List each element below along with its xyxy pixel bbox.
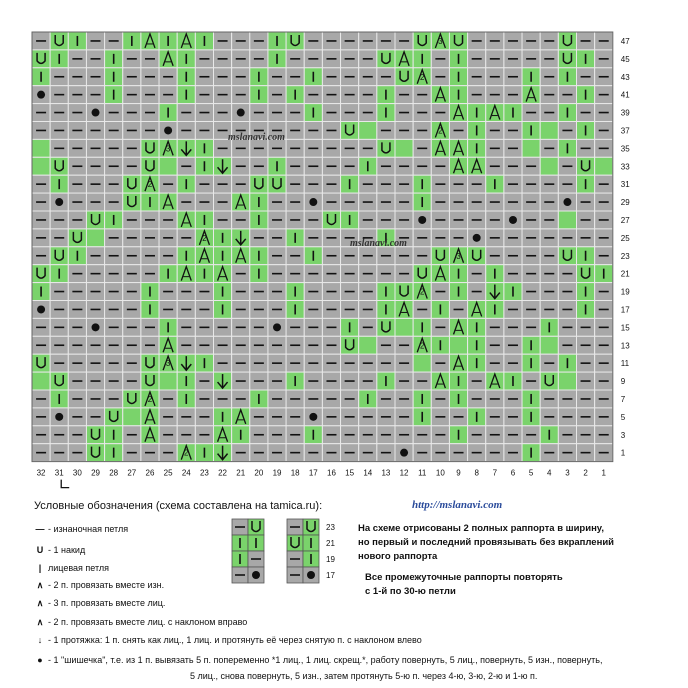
decrease-count: 3 [165, 144, 171, 154]
chart-cell [395, 318, 413, 336]
chart-cell [468, 247, 486, 265]
chart-cell [141, 139, 159, 157]
mini-row-label: 17 [326, 571, 335, 580]
chart-cell [68, 229, 86, 247]
row-label: 23 [620, 251, 630, 261]
bobble-mark [418, 216, 426, 224]
row-label: 47 [620, 36, 630, 46]
site-url[interactable]: http://mslanavi.com [412, 499, 503, 511]
chart-cell [449, 32, 467, 50]
bobble-mark [309, 198, 317, 206]
column-label: 24 [181, 468, 191, 478]
chart-cell [86, 229, 104, 247]
chart-cell [141, 157, 159, 175]
column-label: 8 [474, 468, 479, 478]
row-label: 29 [620, 198, 630, 208]
decrease-count: 3 [456, 251, 461, 261]
note-line-5: с 1-й по 30-ю петли [365, 586, 456, 597]
chart-cell [123, 408, 141, 426]
chart-cell [32, 265, 50, 283]
bobble-mark [237, 109, 245, 117]
column-label: 7 [492, 468, 498, 478]
row-label: 5 [620, 412, 626, 422]
chart-cell [341, 122, 359, 140]
chart-cell [377, 50, 395, 68]
watermark: mslanavi.com [350, 238, 407, 249]
row-label: 3 [620, 430, 626, 440]
decrease-count: 3 [165, 359, 171, 369]
chart-cell [250, 175, 268, 193]
column-label: 14 [363, 468, 373, 478]
column-label: 27 [127, 468, 137, 478]
chart-cell [159, 157, 177, 175]
mini-row-label: 19 [326, 555, 335, 564]
legend-symbol: U [36, 545, 44, 555]
decrease-count: 2 [147, 180, 153, 190]
legend-symbol: ∧ [36, 580, 44, 590]
column-label: 3 [565, 468, 570, 478]
start-marker [61, 480, 69, 488]
chart-cell [50, 157, 68, 175]
mini-row-label: 23 [326, 523, 335, 532]
legend-text: - 1 накид [48, 545, 86, 555]
legend-text: - 2 п. провязать вместе лиц. с наклоном вправо [48, 617, 248, 627]
chart-cell [86, 211, 104, 229]
legend-symbol: ↓ [37, 635, 43, 645]
bobble-mark [55, 413, 63, 421]
chart-cell [159, 372, 177, 390]
chart-cell [123, 175, 141, 193]
column-label: 15 [345, 468, 355, 478]
bobble-mark [400, 449, 408, 457]
chart-cell [540, 372, 558, 390]
bobble-mark [37, 91, 45, 99]
legend-symbol: ∧ [36, 617, 44, 627]
column-label: 6 [510, 468, 516, 478]
column-label: 22 [218, 468, 228, 478]
bobble-mark [473, 234, 481, 242]
legend-symbol: ● [37, 655, 43, 665]
chart-cell [395, 139, 413, 157]
row-label: 13 [620, 341, 630, 351]
legend-text: лицевая петля [48, 563, 110, 573]
note-line-2: но первый и последний провязывать без вкраплений [358, 537, 615, 548]
legend-text: - 1 протяжка: 1 п. снять как лиц., 1 лиц. и протянуть её через снятую п. с наклоном влево [48, 635, 422, 645]
legend-symbol: ∧ [36, 598, 44, 608]
chart-cell [577, 157, 595, 175]
chart-cell [105, 408, 123, 426]
row-label: 7 [620, 394, 626, 404]
column-label: 25 [163, 468, 173, 478]
bobble-mark [563, 198, 571, 206]
column-label: 18 [290, 468, 300, 478]
chart-cell [413, 32, 431, 50]
legend-item [32, 617, 247, 628]
mini-cell [287, 535, 303, 551]
row-label: 43 [620, 72, 630, 82]
legend-text: - изнаночная петля [48, 524, 129, 534]
legend-text: 5 лиц., снова повернуть, 5 изн., затем протянуть 5-ю п. через 4-ю, 3-ю, 2-ю и 1-ю п. [190, 671, 538, 681]
column-label: 11 [418, 468, 427, 478]
column-label: 28 [109, 468, 119, 478]
column-label: 4 [547, 468, 552, 478]
decrease-count: 2 [419, 72, 425, 82]
column-label: 16 [327, 468, 336, 478]
chart-cell [359, 122, 377, 140]
note-line-4: Все промежуточные раппорты повторять [365, 572, 563, 583]
column-label: 9 [456, 468, 461, 478]
row-label: 17 [620, 305, 630, 315]
legend-title: Условные обозначения (схема составлена на tamica.ru): [34, 500, 323, 512]
column-label: 23 [199, 468, 209, 478]
chart-cell [32, 50, 50, 68]
chart-cell [141, 354, 159, 372]
legend-symbol: — [35, 524, 45, 534]
bobble-mark [509, 216, 517, 224]
row-label: 9 [620, 377, 626, 387]
legend-item [32, 635, 422, 645]
chart-cell [32, 372, 50, 390]
row-label: 39 [620, 108, 630, 118]
decrease-count: 3 [438, 36, 443, 46]
chart-cell [32, 354, 50, 372]
chart-cell [449, 336, 467, 354]
column-label: 31 [54, 468, 64, 478]
chart-cell [322, 211, 340, 229]
chart-cell [540, 336, 558, 354]
column-label: 2 [583, 468, 588, 478]
column-label: 1 [601, 468, 606, 478]
column-label: 19 [272, 468, 282, 478]
row-label: 1 [620, 448, 626, 458]
watermark: mslanavi.com [228, 132, 285, 143]
bobble-mark [252, 571, 260, 579]
chart-cell [395, 283, 413, 301]
chart-cell [377, 318, 395, 336]
chart-cell [540, 157, 558, 175]
chart-cell [558, 32, 576, 50]
chart-cell [141, 372, 159, 390]
row-label: 11 [620, 359, 630, 369]
decrease-count: 2 [419, 287, 425, 297]
column-label: 17 [308, 468, 318, 478]
legend-symbol: | [38, 563, 42, 573]
legend-item [32, 655, 602, 665]
row-label: 45 [620, 54, 630, 64]
bobble-mark [55, 198, 63, 206]
chart-cell [86, 444, 104, 462]
legend-text: - 2 п. провязать вместе изн. [48, 580, 165, 590]
column-label: 5 [528, 468, 534, 478]
column-label: 21 [236, 468, 246, 478]
column-label: 26 [145, 468, 155, 478]
row-label: 25 [620, 233, 630, 243]
legend-text: - 1 "шишечка", т.е. из 1 п. вывязать 5 п. попеременно *1 лиц., 1 лиц. скрещ.*, работу повернуть, 5 лиц., повернуть, 5 изн., повернуть, [48, 655, 603, 665]
chart-cell [558, 372, 576, 390]
legend-item [32, 524, 128, 534]
decrease-count: 2 [202, 233, 207, 243]
chart-cell [377, 139, 395, 157]
row-label: 37 [620, 126, 630, 136]
legend-text: - 3 п. провязать вместе лиц. [48, 598, 166, 608]
column-label: 12 [399, 468, 409, 478]
column-label: 30 [72, 468, 82, 478]
chart-cell [86, 426, 104, 444]
chart-cell [395, 68, 413, 86]
legend-item [32, 598, 165, 609]
chart-cell [286, 32, 304, 50]
mini-row-label: 21 [326, 539, 335, 548]
decrease-count: 2 [184, 448, 189, 458]
chart-cell [32, 139, 50, 157]
chart-cell [123, 390, 141, 408]
row-label: 33 [620, 162, 630, 172]
legend-item [32, 580, 164, 591]
chart-cell [50, 372, 68, 390]
decrease-count: 2 [438, 126, 443, 136]
chart-cell [558, 211, 576, 229]
chart-cell [558, 247, 576, 265]
chart-cell [359, 336, 377, 354]
mini-cell [248, 519, 264, 535]
chart-cell [413, 265, 431, 283]
bobble-mark [273, 323, 281, 331]
chart-cell [431, 247, 449, 265]
bobble-mark [37, 305, 45, 313]
bobble-mark [307, 571, 315, 579]
column-label: 29 [91, 468, 100, 478]
chart-cell [32, 157, 50, 175]
row-label: 19 [620, 287, 630, 297]
chart-cell [341, 336, 359, 354]
column-label: 20 [254, 468, 264, 478]
row-label: 15 [620, 323, 630, 333]
row-label: 41 [620, 90, 630, 100]
bobble-mark [164, 126, 172, 134]
decrease-count: 2 [147, 394, 153, 404]
column-label: 32 [36, 468, 46, 478]
chart-cell [50, 247, 68, 265]
chart-cell [522, 139, 540, 157]
legend-item [32, 545, 85, 555]
mini-cell [303, 519, 319, 535]
note-line-1: На схеме отрисованы 2 полных раппорта в ширину, [358, 523, 605, 534]
column-label: 13 [381, 468, 391, 478]
bobble-mark [309, 413, 317, 421]
decrease-count: 2 [419, 341, 425, 351]
row-label: 31 [620, 180, 630, 190]
legend-item [32, 563, 109, 573]
row-label: 35 [620, 144, 630, 154]
chart-cell [123, 193, 141, 211]
chart-cell [595, 157, 613, 175]
column-label: 10 [435, 468, 445, 478]
chart-cell [50, 32, 68, 50]
bobble-mark [92, 109, 100, 117]
note-line-3: нового раппорта [358, 551, 438, 562]
legend-item [190, 671, 537, 681]
chart-cell [540, 122, 558, 140]
chart-cell [577, 265, 595, 283]
chart-cell [268, 175, 286, 193]
row-label: 21 [620, 269, 630, 279]
bobble-mark [92, 323, 100, 331]
row-label: 27 [620, 215, 630, 225]
chart-cell [413, 354, 431, 372]
chart-cell [558, 50, 576, 68]
